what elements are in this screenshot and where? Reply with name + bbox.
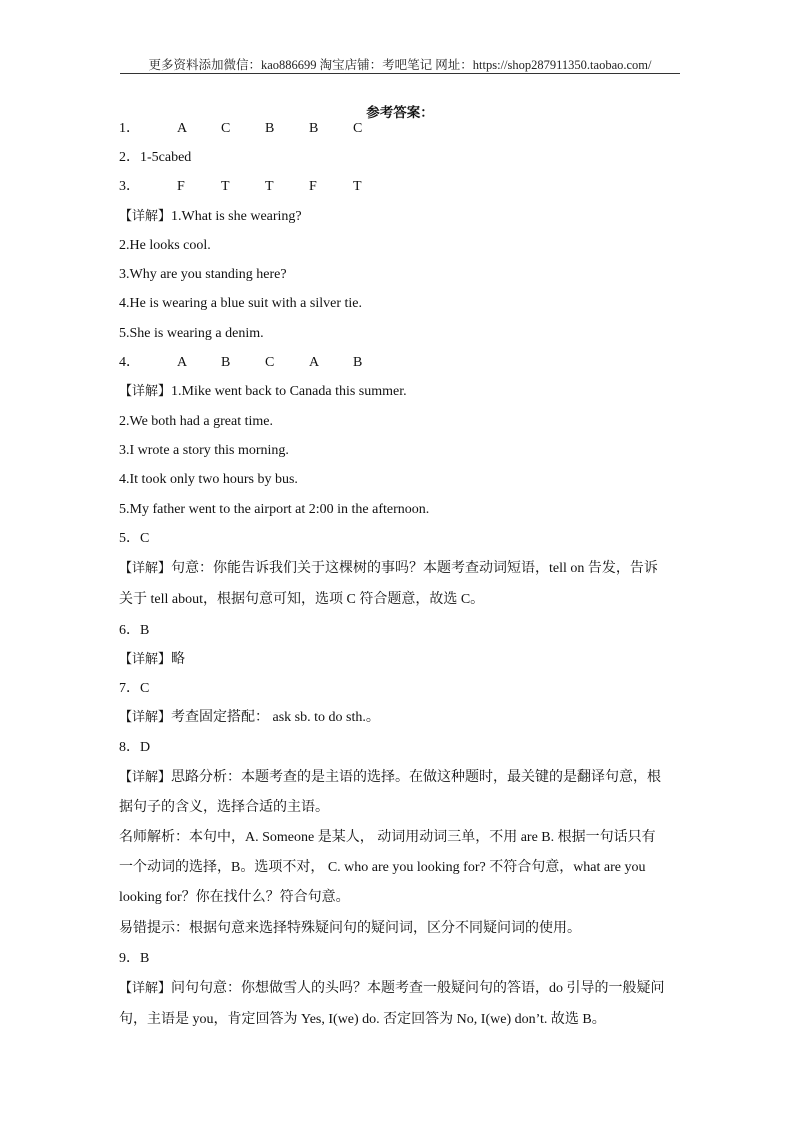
answer-option: T xyxy=(353,179,362,194)
detail-line: 名师解析：本句中，A. Someone 是某人， 动词用动词三单，不用 are B. 根据一句话只有 xyxy=(119,830,656,845)
answer-option: B xyxy=(221,355,231,370)
answer-q9: 9．B xyxy=(119,951,150,966)
answer-option: T xyxy=(265,179,274,194)
answer-option: A xyxy=(177,121,188,136)
detail-line: 【详解】1.Mike went back to Canada this summer. xyxy=(119,384,407,399)
detail-line: 4.It took only two hours by bus. xyxy=(119,472,298,487)
detail-line: 5.She is wearing a denim. xyxy=(119,326,264,341)
answer-option: C xyxy=(221,121,231,136)
answer-option: C xyxy=(265,355,275,370)
header-divider xyxy=(120,73,680,74)
answer-q3 xyxy=(119,177,397,197)
answer-option: A xyxy=(309,355,320,370)
question-number: 1． xyxy=(119,121,140,136)
answer-q2: 2．1-5cabed xyxy=(119,150,192,165)
answer-option: F xyxy=(177,179,185,194)
detail-line: looking for？你在找什么？符合句意。 xyxy=(119,890,350,905)
detail-tag: 【详解】 xyxy=(119,770,172,785)
detail-tag: 【详解】 xyxy=(119,981,172,996)
page-title: 参考答案： xyxy=(366,105,434,121)
answer-q7: 7．C xyxy=(119,681,150,696)
answer-q8: 8．D xyxy=(119,740,151,755)
question-number: 4． xyxy=(119,355,140,370)
detail-line: 【详解】问句句意：你想做雪人的头吗？本题考查一般疑问句的答语，do 引导的一般疑问 xyxy=(119,981,665,996)
detail-line: 【详解】思路分析：本题考查的是主语的选择。在做这种题时，最关键的是翻译句意，根 xyxy=(119,770,662,785)
answer-option: C xyxy=(353,121,363,136)
detail-line: 2.He looks cool. xyxy=(119,238,211,253)
answer-q5: 5．C xyxy=(119,531,150,546)
answer-option: B xyxy=(309,121,319,136)
detail-line: 【详解】考查固定搭配： ask sb. to do sth.。 xyxy=(119,710,380,725)
detail-line: 3.I wrote a story this morning. xyxy=(119,443,289,458)
detail-line: 句，主语是 you，肯定回答为 Yes, I(we) do. 否定回答为 No, I(we) don’t. 故选 B。 xyxy=(119,1012,606,1027)
detail-line: 【详解】句意：你能告诉我们关于这棵树的事吗？本题考查动词短语，tell on 告发，告诉 xyxy=(119,561,658,576)
answer-option: B xyxy=(353,355,363,370)
answer-option: F xyxy=(309,179,317,194)
question-number: 3． xyxy=(119,179,140,194)
detail-tag: 【详解】 xyxy=(119,209,172,224)
detail-line: 【详解】1.What is she wearing? xyxy=(119,209,302,224)
detail-line: 【详解】略 xyxy=(119,652,186,667)
detail-tag: 【详解】 xyxy=(119,561,172,576)
detail-line: 易错提示：根据句意来选择特殊疑问句的疑问词，区分不同疑问词的使用。 xyxy=(119,921,581,936)
detail-line: 据句子的含义，选择合适的主语。 xyxy=(119,800,329,815)
page-header: 更多资料添加微信：kao886699 淘宝店铺：考吧笔记 网址：https://shop287911350.taobao.com/ xyxy=(148,58,652,72)
answer-option: A xyxy=(177,355,188,370)
detail-tag: 【详解】 xyxy=(119,652,172,667)
detail-line: 2.We both had a great time. xyxy=(119,414,273,429)
detail-tag: 【详解】 xyxy=(119,384,172,399)
detail-line: 4.He is wearing a blue suit with a silver tie. xyxy=(119,296,362,311)
detail-tag: 【详解】 xyxy=(119,710,172,725)
answer-option: B xyxy=(265,121,275,136)
detail-line: 3.Why are you standing here? xyxy=(119,267,287,282)
detail-line: 一个动词的选择，B。选项不对， C. who are you looking for? 不符合句意，what are you xyxy=(119,860,646,875)
answer-option: T xyxy=(221,179,230,194)
answer-q1 xyxy=(119,119,397,139)
detail-line: 5.My father went to the airport at 2:00 in the afternoon. xyxy=(119,502,430,517)
detail-line: 关于 tell about，根据句意可知，选项 C 符合题意，故选 C。 xyxy=(119,592,485,607)
answer-q4 xyxy=(119,353,397,373)
answer-q6: 6．B xyxy=(119,623,150,638)
